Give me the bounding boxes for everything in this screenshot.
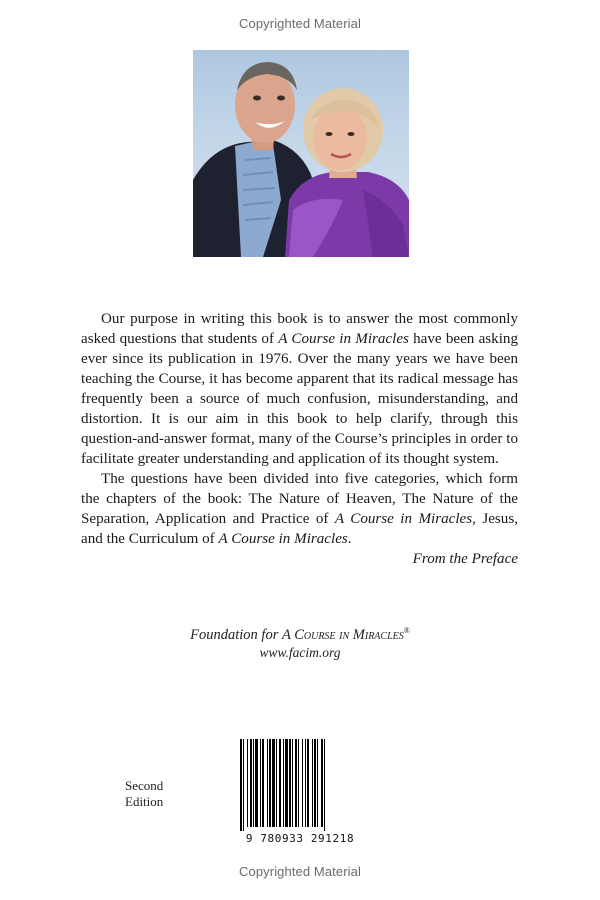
barcode-bar	[324, 739, 325, 831]
barcode-bar	[307, 739, 309, 827]
barcode-bar	[247, 739, 248, 827]
back-cover-blurb	[81, 309, 518, 569]
copyright-watermark-bottom: Copyrighted Material	[239, 864, 361, 879]
publisher-name: Foundation for A Course in Miracles®	[190, 626, 410, 643]
barcode-bar	[243, 739, 244, 831]
barcode-bar	[250, 739, 252, 827]
edition-label: Second Edition	[125, 778, 164, 809]
book-title: A Course in Miracles	[278, 331, 409, 347]
barcode-bar	[317, 739, 318, 827]
author-photo-illustration	[193, 50, 409, 257]
blurb-attribution: From the Preface	[412, 551, 518, 567]
barcode-bar	[289, 739, 291, 827]
barcode-bar	[240, 739, 242, 831]
book-title: A Course in Miracles	[334, 511, 473, 527]
author-photo	[193, 50, 409, 257]
barcode-bars	[234, 739, 366, 831]
publisher-url: www.facim.org	[259, 645, 341, 660]
barcode-bar	[279, 739, 281, 827]
isbn-barcode	[234, 739, 366, 845]
registered-mark: ®	[403, 626, 410, 635]
barcode-bar	[260, 739, 261, 827]
barcode-bar	[272, 739, 275, 827]
barcode-bar	[267, 739, 268, 827]
barcode-bar	[305, 739, 306, 827]
barcode-bar	[262, 739, 264, 827]
barcode-bar	[321, 739, 323, 827]
book-title: A Course in Miracles	[218, 531, 348, 547]
barcode-bar	[255, 739, 258, 827]
copyright-watermark-top: Copyrighted Material	[239, 16, 361, 31]
barcode-bar	[276, 739, 277, 827]
barcode-bar	[298, 739, 299, 827]
blurb-paragraph-1: Our purpose in writing this book is to answer the most commonly asked questions that students of A Course in Miracles have been asking ever since its publication in 1976. Over the many years we have been teaching the Course, it has become apparent that its radical message has frequently been a source of much confusion, misunderstanding, and distortion. It is our aim in this book to help clarify, through this question-and-answer format, many of the Course’s principles in order to facilitate greater understanding and application of its thought system.	[81, 311, 518, 467]
blurb-paragraph-2: The questions have been divided into five categories, which form the chapters of the book: The Nature of Heaven, The Nature of the Separation, Application and Practice of A Course in Miracles, Jesus, and the Curriculum of A Course in Miracles.	[81, 471, 518, 547]
barcode-bar	[283, 739, 284, 827]
barcode-bar	[295, 739, 297, 827]
barcode-bar	[302, 739, 303, 827]
barcode-bar	[269, 739, 271, 827]
barcode-bar	[314, 739, 316, 827]
barcode-bar	[285, 739, 288, 827]
barcode-bar	[292, 739, 293, 827]
isbn-digits: 9 780933 291218	[245, 832, 355, 845]
barcode-bar	[253, 739, 254, 827]
barcode-bar	[312, 739, 313, 827]
